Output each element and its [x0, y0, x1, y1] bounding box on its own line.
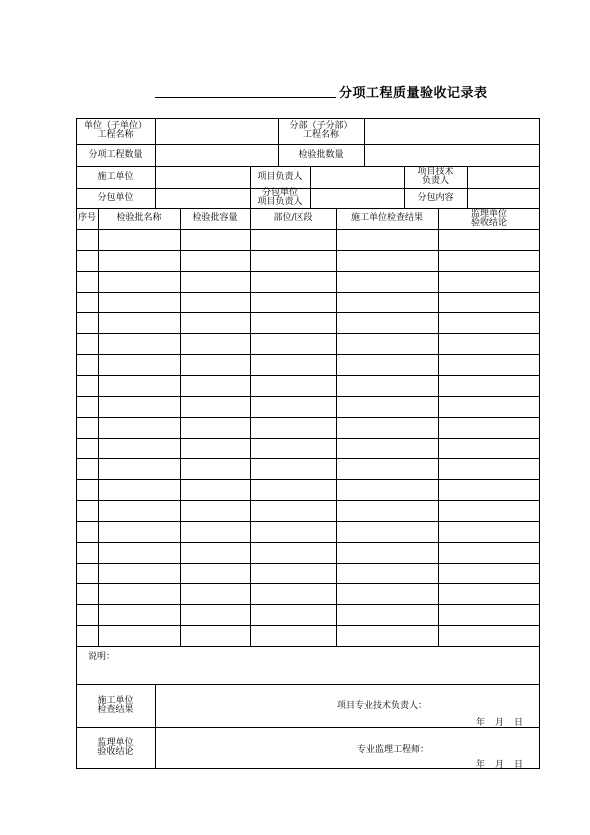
contractor-signer-label: 项目专业技术负责人：: [337, 701, 428, 711]
table-row: [76, 271, 540, 272]
project-technical-manager-label: 项目技术 负责人: [417, 167, 454, 186]
table-row: [76, 438, 540, 439]
table-row: [76, 604, 540, 605]
table-row: [76, 646, 540, 647]
contractor-section-label: 施工单位 检查结果: [97, 695, 134, 715]
supervisor-year: 年: [476, 760, 486, 770]
construction-unit-label: 施工单位: [97, 171, 134, 182]
col-divider: [250, 208, 251, 646]
subcontract-manager-value[interactable]: [310, 188, 404, 208]
column-header-contractor-result: 施工单位检查结果: [350, 213, 423, 223]
table-row: [76, 250, 540, 251]
project-manager-label: 项目负责人: [257, 171, 303, 182]
page-title: 分项工程质量验收记录表: [339, 86, 488, 101]
column-header-supervisor-conclusion: 监理单位 验收结论: [470, 208, 507, 228]
column-header-lot-name: 检验批名称: [116, 213, 162, 223]
table-row: [76, 396, 540, 397]
contractor-day: 日: [514, 718, 524, 728]
subcontract-content-label: 分包内容: [417, 192, 454, 203]
table-row: [76, 479, 540, 480]
table-row: [76, 500, 540, 501]
table-row: [76, 375, 540, 376]
col-divider: [438, 208, 439, 646]
notes-field[interactable]: [78, 660, 538, 682]
table-row: [76, 458, 540, 459]
table-row: [76, 583, 540, 584]
contractor-year: 年: [476, 718, 486, 728]
col-divider: [155, 684, 156, 769]
title-underline: [155, 97, 336, 98]
column-header-location: 部位/区段: [273, 213, 313, 223]
table-row: [76, 521, 540, 522]
table-row: [76, 312, 540, 313]
supervisor-day: 日: [514, 760, 524, 770]
col-divider: [336, 208, 337, 646]
inspection-lot-quantity-value[interactable]: [364, 144, 540, 166]
supervisor-signer-label: 专业监理工程师：: [357, 745, 430, 755]
supervisor-section-label: 监理单位 验收结论: [97, 738, 134, 757]
contractor-month: 月: [495, 718, 505, 728]
table-row: [76, 542, 540, 543]
division-project-name-label: 分部（子分部） 工程名称: [289, 121, 353, 140]
subcontract-unit-label: 分包单位: [97, 192, 134, 203]
subcontract-manager-label: 分包单位 项目负责人: [257, 188, 303, 207]
table-row: [76, 333, 540, 334]
col-divider: [98, 208, 99, 646]
supervisor-month: 月: [495, 760, 505, 770]
table-row: [76, 354, 540, 355]
table-row: [76, 563, 540, 564]
table-row: [76, 625, 540, 626]
subitem-quantity-value[interactable]: [155, 144, 278, 166]
column-header-lot-capacity: 检验批容量: [192, 213, 238, 223]
supervisor-date: [476, 757, 523, 770]
division-project-name-value[interactable]: [364, 118, 540, 144]
unit-project-name-value[interactable]: [155, 118, 278, 144]
notes-label: 说明：: [88, 652, 116, 662]
project-manager-value[interactable]: [310, 166, 404, 188]
construction-unit-value[interactable]: [155, 166, 250, 188]
inspection-lot-quantity-label: 检验批数量: [298, 149, 344, 160]
col-divider: [180, 208, 181, 646]
row-divider: [76, 229, 540, 230]
contractor-date: [476, 715, 523, 728]
subcontract-content-value[interactable]: [467, 188, 540, 208]
unit-project-name-label: 单位（子单位） 工程名称: [83, 121, 147, 140]
table-row: [76, 292, 540, 293]
subcontract-unit-value[interactable]: [155, 188, 250, 208]
table-row: [76, 417, 540, 418]
project-technical-manager-value[interactable]: [467, 166, 540, 188]
subitem-quantity-label: 分项工程数量: [88, 149, 143, 160]
column-header-seq: 序号: [77, 213, 96, 223]
